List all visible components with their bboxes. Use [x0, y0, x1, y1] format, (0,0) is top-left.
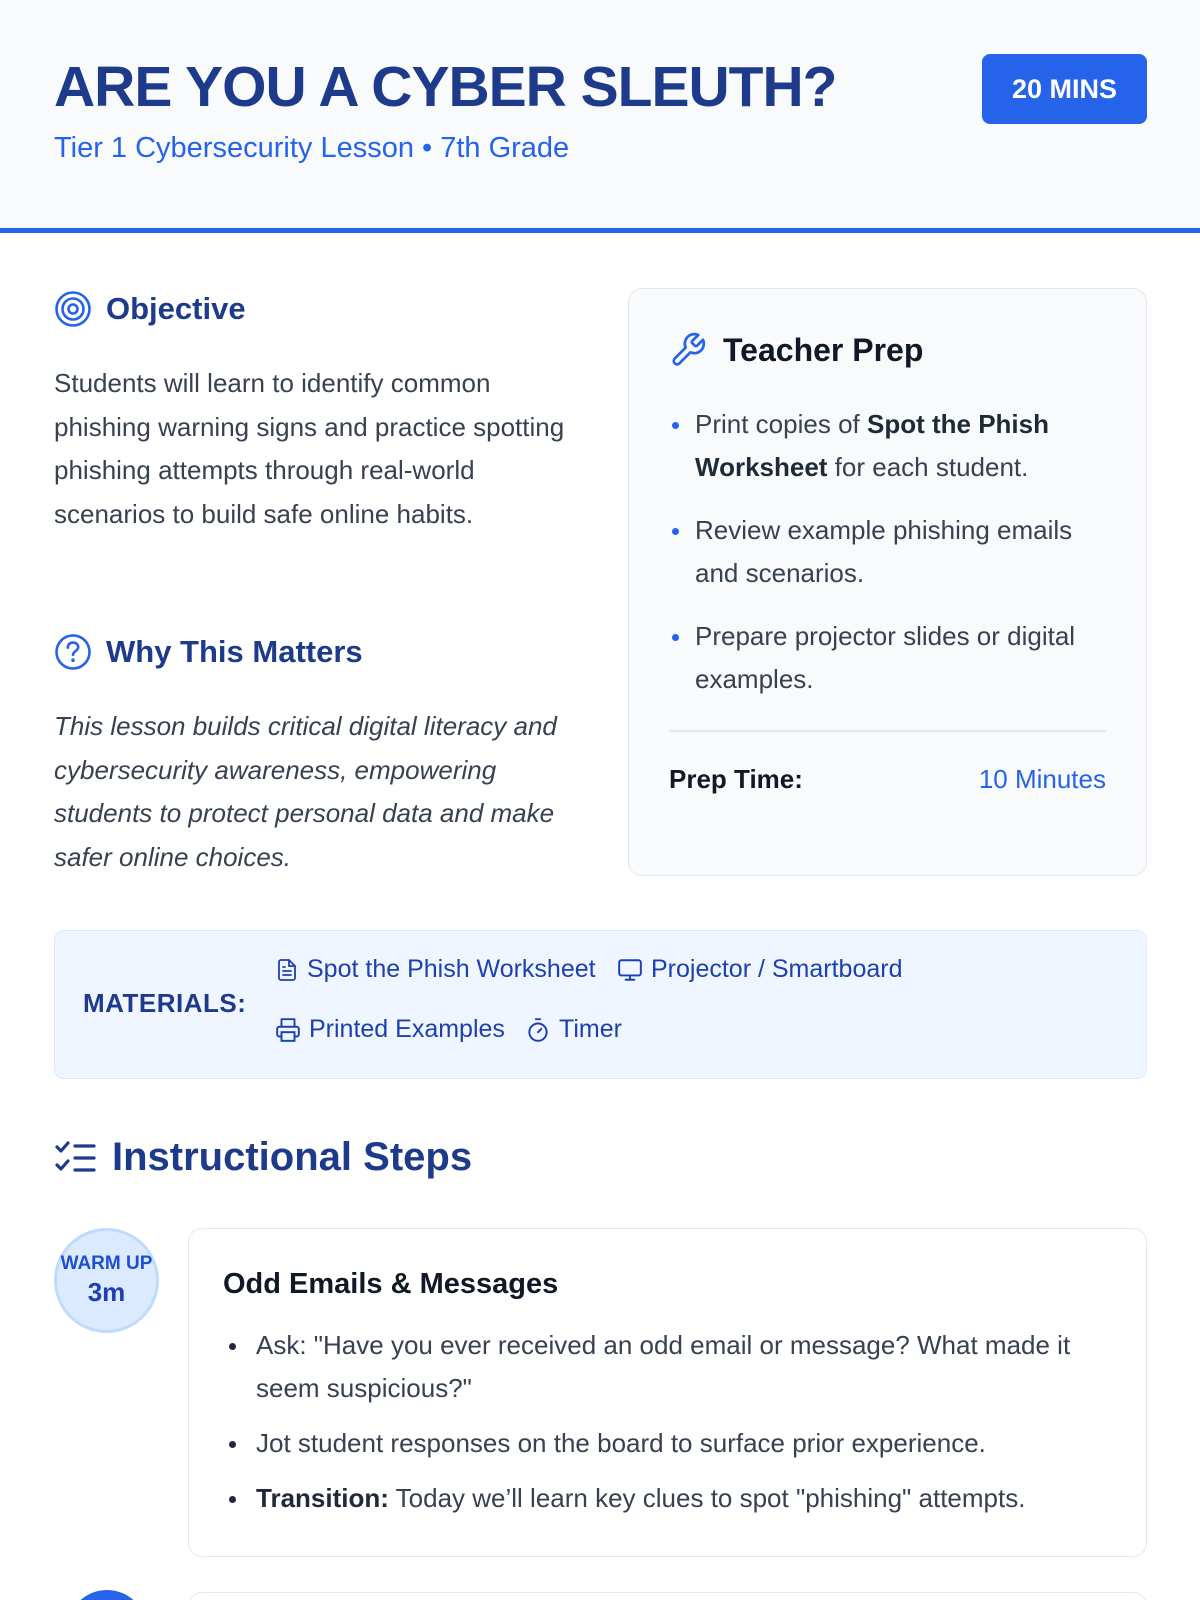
material-item: Timer — [525, 1015, 622, 1044]
step-phase: WARM UP — [60, 1252, 153, 1274]
step-title: Odd Emails & Messages — [223, 1268, 559, 1300]
materials-label: MATERIALS: — [83, 988, 247, 1018]
prep-time-value: 10 Minutes — [978, 764, 1106, 794]
checklist-icon — [54, 1138, 96, 1178]
page-title: ARE YOU A CYBER SLEUTH? — [54, 55, 837, 119]
printer-icon — [275, 1017, 301, 1043]
prep-list — [669, 403, 1109, 721]
question-circle-icon — [54, 633, 92, 671]
document-icon — [275, 957, 299, 983]
steps-title: Instructional Steps — [112, 1135, 473, 1179]
duration-badge: 20 MINS — [982, 54, 1147, 124]
teacher-prep-heading — [669, 331, 923, 369]
material-item: Printed Examples — [275, 1015, 505, 1044]
prep-time-label: Prep Time: — [669, 764, 803, 794]
list-item: Prepare projector slides or digital examples. — [669, 615, 1109, 701]
objective-heading — [54, 290, 246, 328]
teacher-prep-title: Teacher Prep — [723, 331, 924, 368]
list-item: Print copies of Spot the Phish Worksheet for each student. — [669, 403, 1109, 489]
timer-icon — [525, 1017, 551, 1043]
lesson-header — [0, 0, 1200, 233]
teacher-prep-card — [628, 288, 1147, 876]
list-item: Transition: Today we’ll learn key clues to spot "phishing" attempts. — [223, 1477, 1103, 1520]
page-subtitle: Tier 1 Cybersecurity Lesson • 7th Grade — [54, 132, 570, 164]
why-title: Why This Matters — [106, 634, 363, 669]
materials-panel — [54, 930, 1147, 1079]
step-card — [188, 1228, 1147, 1557]
step-list — [223, 1324, 1103, 1532]
objective-title: Objective — [106, 291, 246, 326]
target-icon — [54, 290, 92, 328]
list-item: Ask: "Have you ever received an odd email or message? What made it seem suspicious?" — [223, 1324, 1103, 1410]
next-step-card — [188, 1592, 1147, 1600]
monitor-icon — [617, 957, 643, 983]
steps-heading — [54, 1135, 472, 1180]
step-badge — [54, 1228, 159, 1333]
why-heading — [54, 633, 363, 671]
material-item: Projector / Smartboard — [617, 955, 903, 984]
divider — [669, 730, 1106, 732]
list-item: Review example phishing emails and scenarios. — [669, 509, 1109, 595]
why-text: This lesson builds critical digital literacy and cybersecurity awareness, empowering students to protect personal data and make safer online choices. — [54, 711, 557, 872]
objective-text: Students will learn to identify common phishing warning signs and practice spotting phishing attempts through real-world scenarios to build safe online habits. — [54, 368, 565, 529]
step-duration: 3m — [87, 1276, 126, 1307]
material-item: Spot the Phish Worksheet — [275, 955, 596, 984]
wrench-icon — [669, 331, 707, 369]
next-step-badge — [67, 1590, 147, 1600]
list-item: Jot student responses on the board to surface prior experience. — [223, 1422, 1103, 1465]
